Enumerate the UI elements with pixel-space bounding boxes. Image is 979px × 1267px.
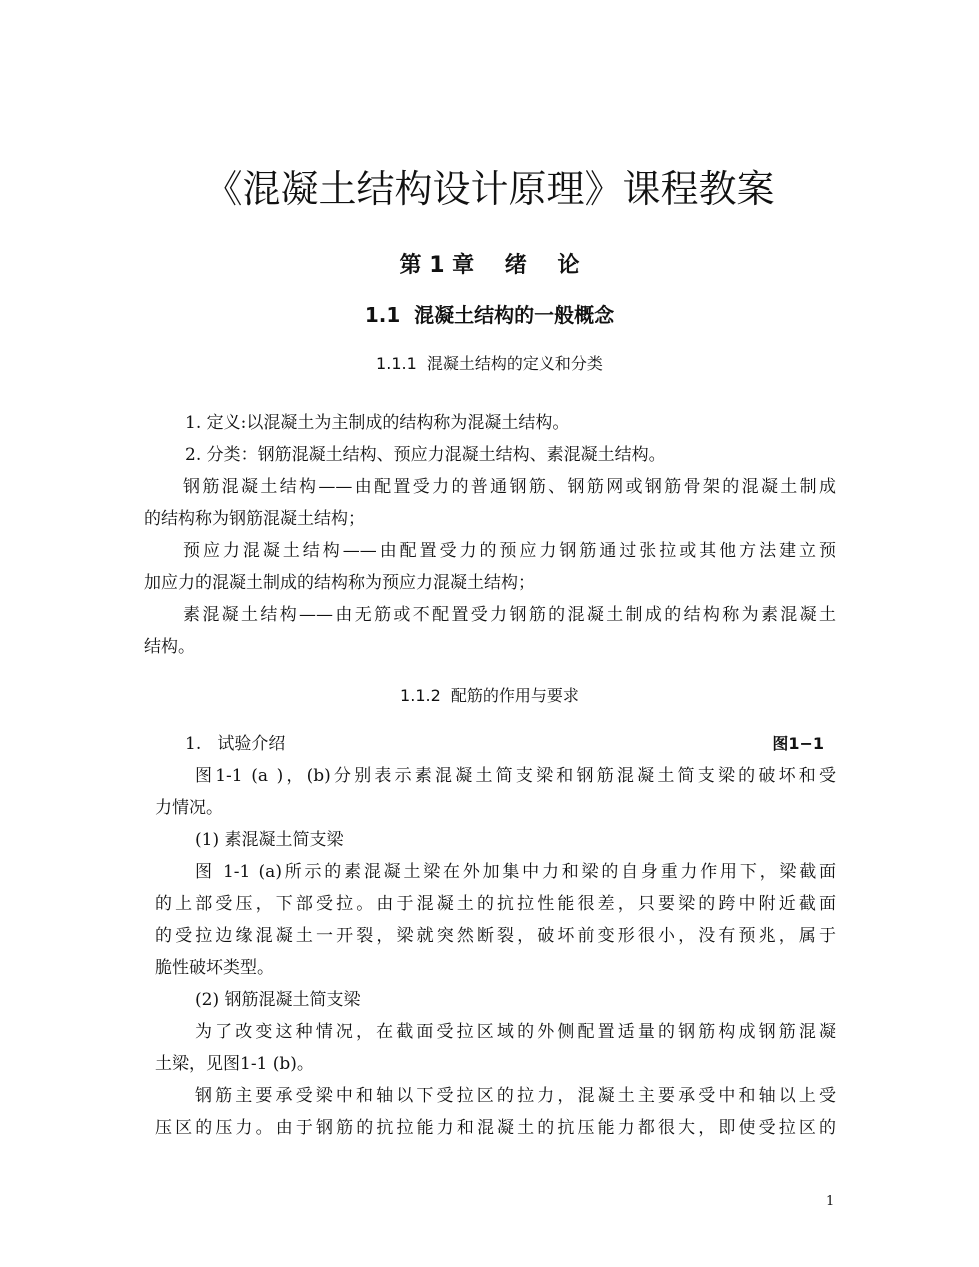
plain-beam-line-1: 图 1-1 (a)所示的素混凝土梁在外加集中力和梁的自身重力作用下，梁截面	[195, 862, 836, 882]
figure-description-line-2: 力情况。	[155, 798, 223, 818]
page-number: 1	[826, 1194, 835, 1209]
rc-beam-line-2: 土梁，见图1-1 (b)。	[155, 1054, 314, 1074]
figure-label: 图1−1	[772, 734, 824, 753]
rc-beam-heading: (2) 钢筋混凝土简支梁	[195, 990, 361, 1010]
plain-beam-line-3: 的受拉边缘混凝土一开裂，梁就突然断裂，破坏前变形很小，没有预兆，属于	[155, 926, 836, 946]
pc-definition-line-2: 加应力的混凝土制成的结构称为预应力混凝土结构；	[144, 573, 535, 593]
document-title: 《混凝土结构设计原理》课程教案	[204, 167, 775, 211]
chapter-heading: 第 1 章 绪 论	[399, 253, 580, 278]
rc-beam-line-1: 为了改变这种情况，在截面受拉区域的外侧配置适量的钢筋构成钢筋混凝	[195, 1022, 836, 1042]
plain-beam-line-4: 脆性破坏类型。	[155, 958, 274, 978]
plain-definition-line-2: 结构。	[144, 637, 195, 657]
plain-beam-heading: (1) 素混凝土简支梁	[195, 830, 344, 850]
plain-definition-line-1: 素混凝土结构——由无筋或不配置受力钢筋的混凝土制成的结构称为素混凝土	[183, 605, 836, 625]
experiment-item: 1. 试验介绍	[185, 734, 286, 754]
rc-definition-line-2: 的结构称为钢筋混凝土结构；	[144, 509, 365, 529]
rc-beam-line-4: 压区的压力。由于钢筋的抗拉能力和混凝土的抗压能力都很大，即使受拉区的	[155, 1118, 836, 1138]
rc-beam-line-3: 钢筋主要承受梁中和轴以下受拉区的拉力，混凝土主要承受中和轴以上受	[195, 1086, 836, 1106]
figure-description-line-1: 图1-1 (a )，(b)分别表示素混凝土简支梁和钢筋混凝土简支梁的破坏和受	[195, 766, 836, 786]
definition-item: 1. 定义:以混凝土为主制成的结构称为混凝土结构。	[185, 413, 570, 433]
section-heading: 1.1 混凝土结构的一般概念	[364, 303, 615, 327]
classification-item: 2. 分类：钢筋混凝土结构、预应力混凝土结构、素混凝土结构。	[185, 445, 666, 465]
subsection-heading-1: 1.1.1 混凝土结构的定义和分类	[376, 354, 603, 373]
plain-beam-line-2: 的上部受压，下部受拉。由于混凝土的抗拉性能很差，只要梁的跨中附近截面	[155, 894, 836, 914]
pc-definition-line-1: 预应力混凝土结构——由配置受力的预应力钢筋通过张拉或其他方法建立预	[183, 541, 836, 561]
subsection-heading-2: 1.1.2 配筋的作用与要求	[400, 686, 579, 705]
rc-definition-line-1: 钢筋混凝土结构——由配置受力的普通钢筋、钢筋网或钢筋骨架的混凝土制成	[183, 477, 836, 497]
